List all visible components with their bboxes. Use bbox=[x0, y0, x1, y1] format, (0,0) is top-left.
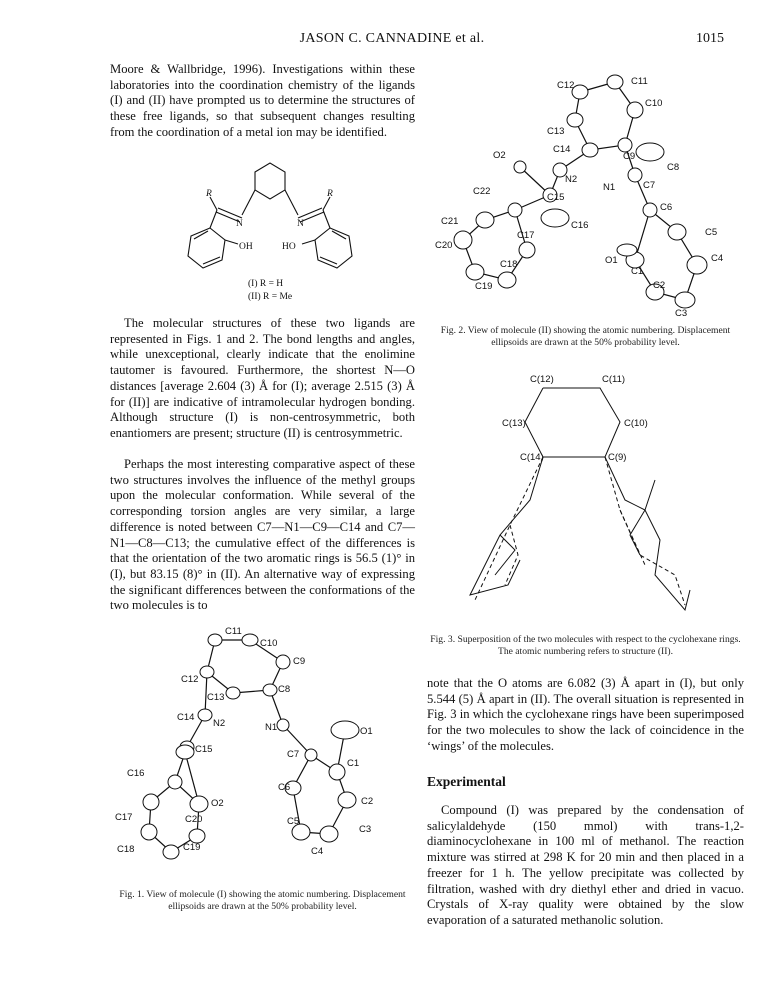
atom-label: C1 bbox=[631, 266, 644, 277]
atom-label: C(14) bbox=[520, 452, 544, 463]
atom-label: N1 bbox=[603, 182, 616, 193]
atom-label: C8 bbox=[667, 162, 680, 173]
running-title: JASON C. CANNADINE et al. bbox=[299, 31, 485, 46]
atom-label: C9 bbox=[623, 151, 636, 162]
atom-label: N1 bbox=[265, 722, 278, 733]
atom-label: C(13) bbox=[502, 418, 526, 429]
atom-label: C14 bbox=[177, 712, 195, 723]
atom-label: C15 bbox=[547, 192, 565, 203]
figure-1-caption: Fig. 1. View of molecule (I) showing the atomic numbering. Displacement ellipsoids are drawn at the 50% probability level. bbox=[119, 889, 406, 912]
atom-label: C13 bbox=[547, 126, 565, 137]
paragraph-2: The molecular structures of these two ligands are represented in Figs. 1 and 2. The bond lengths and angles, while unexceptional, clearly indicate that the enolimine tautomer is favoured. Furthermore, the shortest N—O distances [average 2.604 (3) Å for (I); average 2.515 (3) Å for (II)] are indicative of intramolecular hydrogen bonding. Although structure (I) is non-centrosymmetric, both enantiomers are present; structure (II) is centrosymmetric. bbox=[110, 316, 415, 440]
atom-label: C14 bbox=[553, 144, 571, 155]
atom-label: C13 bbox=[207, 692, 225, 703]
atom-label: C7 bbox=[287, 749, 300, 760]
atom-label: C19 bbox=[475, 281, 493, 292]
atom-label: C1 bbox=[347, 758, 360, 769]
atom-label: C17 bbox=[517, 230, 535, 241]
figure-1-ortep bbox=[115, 620, 415, 888]
atom-label: C5 bbox=[287, 816, 300, 827]
atom-label: N2 bbox=[213, 718, 226, 729]
n-label-right: N bbox=[297, 219, 304, 229]
atom-label: C12 bbox=[557, 80, 575, 91]
atom-label: C20 bbox=[435, 240, 453, 251]
atom-label: C22 bbox=[473, 186, 491, 197]
experimental-heading: Experimental bbox=[427, 774, 506, 789]
chemical-scheme bbox=[170, 160, 370, 310]
atom-label: C11 bbox=[225, 626, 242, 637]
atom-label: C12 bbox=[181, 674, 199, 685]
atom-label: C(10) bbox=[624, 418, 648, 429]
ho-label: HO bbox=[282, 242, 296, 252]
atom-label: C20 bbox=[185, 814, 203, 825]
oh-label: OH bbox=[239, 242, 253, 252]
atom-label: O2 bbox=[493, 150, 506, 161]
atom-label: C4 bbox=[311, 846, 324, 857]
atom-label: C6 bbox=[278, 782, 291, 793]
experimental-paragraph: Compound (I) was prepared by the condensation of salicylaldehyde (150 mmol) with trans-1,2-diaminocyclohexane in 100 ml of methanol. The reaction mixture was stirred at 298 K for 20 min and then placed in a freezer for 1 h. The yellow precipitate was collected by filtration, washed with dry diethyl ether and dried in vacuo. Crystals of X-ray quality were obtained by the slow evaporation of a saturated methanolic solution. bbox=[427, 803, 744, 927]
atom-label: C2 bbox=[653, 280, 666, 291]
atom-label: C15 bbox=[195, 744, 213, 755]
atom-label: C2 bbox=[361, 796, 374, 807]
figure-2-ortep bbox=[435, 60, 735, 322]
atom-label: C5 bbox=[705, 227, 718, 238]
figure-2-caption: Fig. 2. View of molecule (II) showing the atomic numbering. Displacement ellipsoids are drawn at the 50% probability level. bbox=[440, 325, 731, 348]
atom-label: O2 bbox=[211, 798, 224, 809]
atom-label: O1 bbox=[360, 726, 373, 737]
r-label-right: R bbox=[327, 189, 333, 199]
atom-label: O1 bbox=[605, 255, 618, 266]
atom-label: C3 bbox=[359, 824, 372, 835]
atom-label: C16 bbox=[127, 768, 145, 779]
r-label-left: R bbox=[206, 189, 212, 199]
atom-label: C7 bbox=[643, 180, 656, 191]
figure-3-superposition bbox=[440, 360, 740, 630]
compound-2-label: (II) R = Me bbox=[248, 292, 293, 302]
atom-label: C9 bbox=[293, 656, 306, 667]
intro-paragraph: Moore & Wallbridge, 1996). Investigations within these laboratories into the coordination chemistry of the ligands (I) and (II) have prompted us to determine the structures of these free ligands, so that subsequent changes resulting from the coordination of a metal ion may be identified. bbox=[110, 62, 415, 139]
atom-label: C3 bbox=[675, 308, 688, 319]
compound-1-label: (I) R = H bbox=[248, 279, 284, 289]
atom-label: C18 bbox=[500, 259, 518, 270]
atom-label: C17 bbox=[115, 812, 133, 823]
atom-label: C18 bbox=[117, 844, 135, 855]
atom-label: C4 bbox=[711, 253, 724, 264]
figure-3-caption: Fig. 3. Superposition of the two molecules with respect to the cyclohexane rings. The atomic numbering refers to structure (II). bbox=[430, 634, 741, 657]
paragraph-3: Perhaps the most interesting comparative aspect of these two structures involves the influence of the methyl groups upon the molecular conformation. While several of the corresponding torsion angles are very similar, a large difference is noted between C7—N1—C9—C14 and C7—N1—C8—C13; the cumulative effect of the differences is that the orientation of the two aromatic rings is 56.5 (1)° in (I), but 83.15 (8)° in (II). An alternative way of expressing the significant differences between the conformations of the two molecules is to bbox=[110, 457, 415, 613]
atom-label: C(11) bbox=[602, 374, 626, 385]
atom-label: C8 bbox=[278, 684, 291, 695]
atom-label: C16 bbox=[571, 220, 589, 231]
atom-label: C19 bbox=[183, 842, 201, 853]
atom-label: C(12) bbox=[530, 374, 554, 385]
atom-label: C6 bbox=[660, 202, 673, 213]
atom-label: C11 bbox=[631, 76, 648, 87]
atom-label: C(9) bbox=[608, 452, 627, 463]
n-label-left: N bbox=[236, 219, 243, 229]
atom-label: C21 bbox=[441, 216, 459, 227]
atom-label: C10 bbox=[645, 98, 663, 109]
atom-label: C10 bbox=[260, 638, 278, 649]
paragraph-4: note that the O atoms are 6.082 (3) Å apart in (I), but only 5.544 (5) Å apart in (II). The overall situation is represented in Fig. 3 in which the cyclohexane rings have been superimposed for the two molecules to show the lack of coincidence in the ‘wings’ of the molecules. bbox=[427, 676, 744, 753]
atom-label: N2 bbox=[565, 174, 578, 185]
page-number: 1015 bbox=[696, 31, 724, 46]
